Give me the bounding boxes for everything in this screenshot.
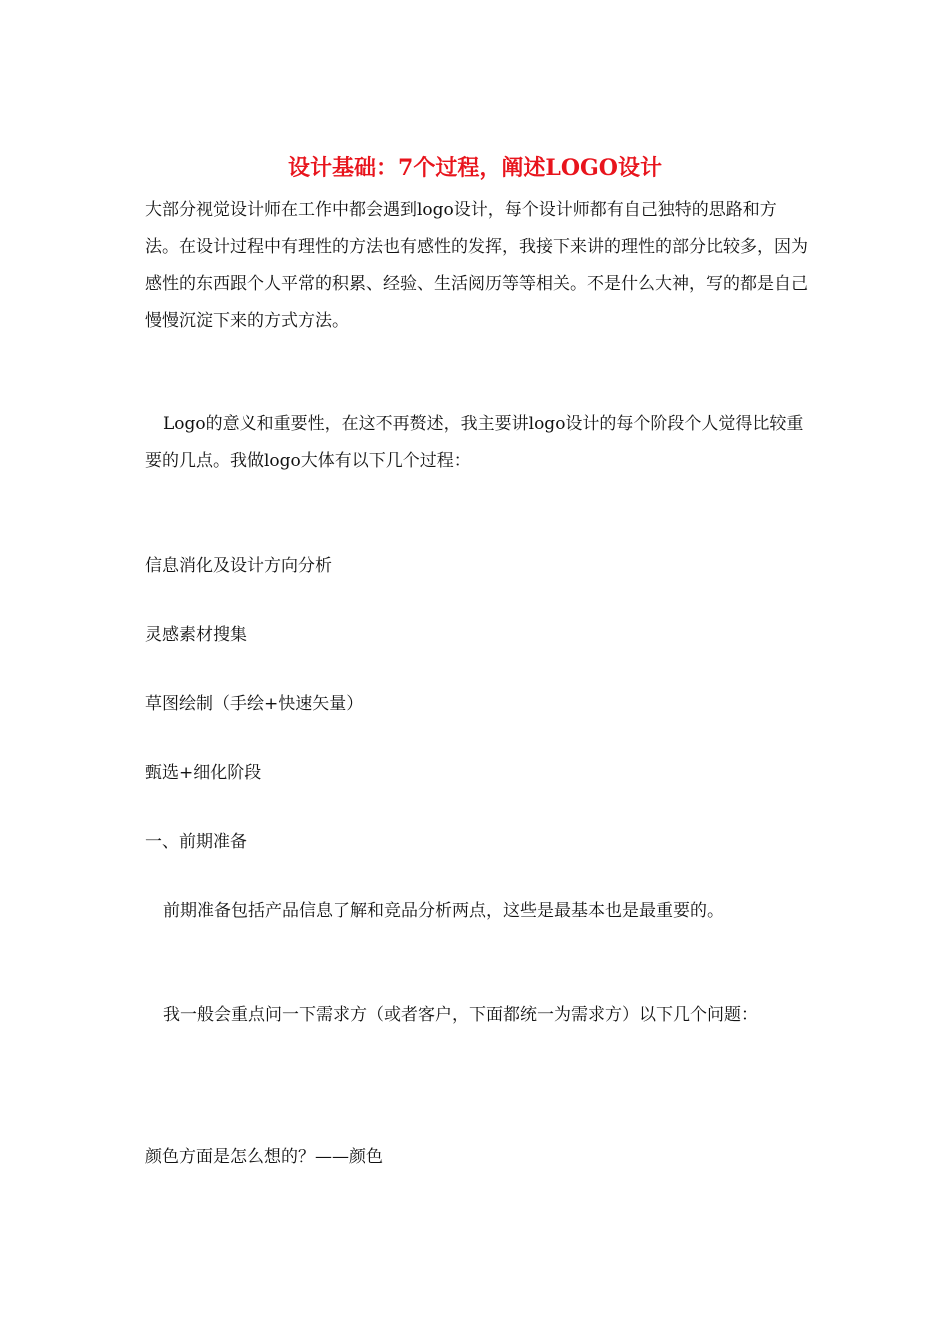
step-item-4: 甄选+细化阶段: [145, 763, 262, 783]
document-title: 设计基础：7个过程，阐述LOGO设计: [288, 155, 662, 181]
question-color: 颜色方面是怎么想的？——颜色: [145, 1147, 383, 1167]
intro-paragraph: 大部分视觉设计师在工作中都会遇到logo设计，每个设计师都有自己独特的思路和方法。在设计过程中有理性的方法也有感性的发挥，我接下来讲的理性的部分比较多，因为感性的东西跟个人平常的积累、经验、生活阅历等等相关。不是什么大神，写的都是自己慢慢沉淀下来的方式方法。: [145, 200, 808, 331]
questions-intro-paragraph: 我一般会重点问一下需求方（或者客户，下面都统一为需求方）以下几个问题：: [163, 1005, 758, 1025]
step-item-1: 信息消化及设计方向分析: [145, 556, 332, 576]
section-heading-preparation: 一、前期准备: [145, 832, 247, 852]
logo-meaning-paragraph: Logo的意义和重要性，在这不再赘述，我主要讲logo设计的每个阶段个人觉得比较重要的几点。我做logo大体有以下几个过程：: [145, 414, 804, 471]
step-item-3: 草图绘制（手绘+快速矢量）: [145, 694, 364, 714]
step-item-2: 灵感素材搜集: [145, 625, 247, 645]
preparation-paragraph: 前期准备包括产品信息了解和竞品分析两点，这些是最基本也是最重要的。: [163, 901, 724, 921]
